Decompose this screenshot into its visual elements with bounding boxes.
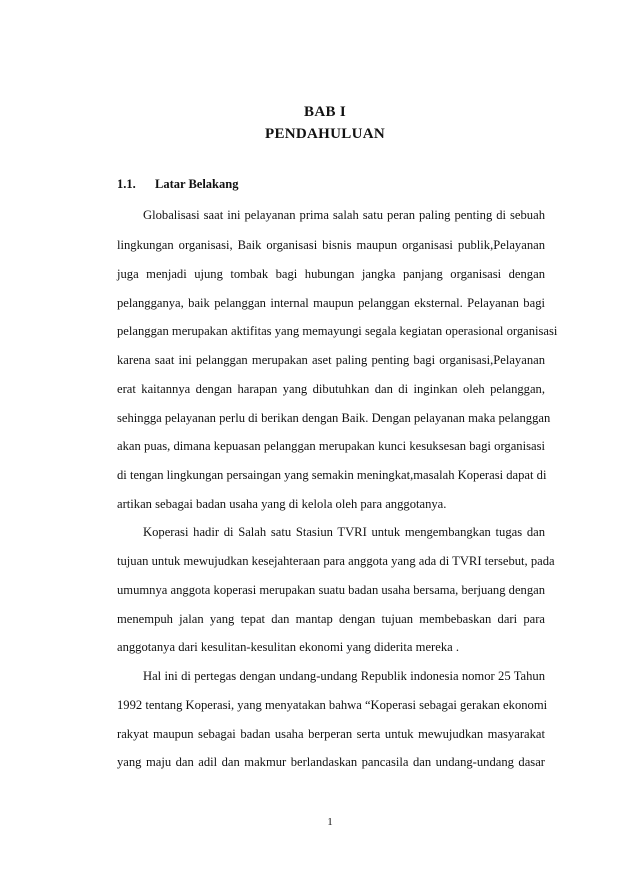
paragraph-line: yang maju dan adil dan makmur berlandaskan pancasila dan undang-undang dasar bbox=[117, 755, 545, 769]
paragraph-line: Koperasi hadir di Salah satu Stasiun TVRI untuk mengembangkan tugas dan bbox=[143, 525, 545, 539]
paragraph-line: pelanggan merupakan aktifitas yang memayungi segala kegiatan operasional organisasi bbox=[117, 324, 558, 338]
paragraph-line: umumnya anggota koperasi merupakan suatu badan usaha bersama, berjuang dengan bbox=[117, 583, 546, 597]
paragraph-line: erat kaitannya dengan harapan yang dibutuhkan dan di inginkan oleh pelanggan, bbox=[117, 382, 545, 396]
paragraph-line: tujuan untuk mewujudkan kesejahteraan para anggota yang ada di TVRI tersebut, pada bbox=[117, 554, 555, 568]
paragraph-line: Globalisasi saat ini pelayanan prima salah satu peran paling penting di sebuah bbox=[143, 208, 545, 222]
paragraph-line: di tengan lingkungan persaingan yang semakin meningkat,masalah Koperasi dapat di bbox=[117, 468, 547, 482]
section-number: 1.1. bbox=[117, 177, 136, 191]
paragraph-line: sehingga pelayanan perlu di berikan dengan Baik. Dengan pelayanan maka pelanggan bbox=[117, 411, 551, 425]
paragraph-line: Hal ini di pertegas dengan undang-undang Republik indonesia nomor 25 Tahun bbox=[143, 669, 545, 683]
section-heading bbox=[117, 177, 238, 192]
paragraph-line: anggotanya dari kesulitan-kesulitan ekonomi yang diderita mereka . bbox=[117, 640, 460, 654]
paragraph-line: lingkungan organisasi, Baik organisasi bisnis maupun organisasi publik,Pelayanan bbox=[117, 238, 545, 252]
paragraph-line: karena saat ini pelanggan merupakan aset paling penting bagi organisasi,Pelayanan bbox=[117, 353, 545, 367]
paragraph-line: 1992 tentang Koperasi, yang menyatakan bahwa “Koperasi sebagai gerakan ekonomi bbox=[117, 698, 548, 712]
chapter-title: BAB I bbox=[304, 104, 346, 120]
paragraph-line: akan puas, dimana kepuasan pelanggan merupakan kunci kesuksesan bagi organisasi bbox=[117, 439, 545, 453]
section-title: Latar Belakang bbox=[155, 177, 239, 191]
paragraph-line: pelangganya, baik pelanggan internal maupun pelanggan eksternal. Pelayanan bagi bbox=[117, 296, 545, 310]
paragraph-line: rakyat maupun sebagai badan usaha berperan serta untuk mewujudkan masyarakat bbox=[117, 727, 545, 741]
paragraph-line: menempuh jalan yang tepat dan mantap dengan tujuan membebaskan dari para bbox=[117, 612, 545, 626]
page-number: 1 bbox=[327, 816, 333, 828]
paragraph-line: juga menjadi ujung tombak bagi hubungan jangka panjang organisasi dengan bbox=[117, 267, 545, 281]
chapter-subtitle: PENDAHULUAN bbox=[265, 126, 385, 142]
paragraph-line: artikan sebagai badan usaha yang di kelola oleh para anggotanya. bbox=[117, 497, 447, 511]
